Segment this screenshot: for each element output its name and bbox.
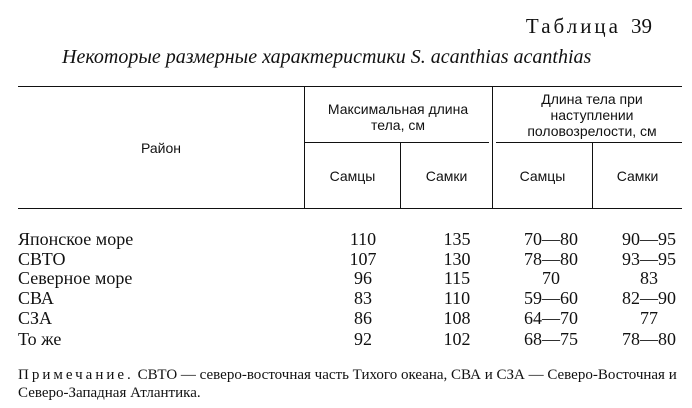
max-females-cell: 135 xyxy=(443,229,471,249)
max-females-cell: 130 xyxy=(443,249,471,269)
divider-region xyxy=(304,86,305,208)
region-cell: СВТО xyxy=(18,249,66,269)
header-maturity-length: Длина тела при наступлении половозрелости, см xyxy=(527,91,657,139)
mat-males-cell: 78—80 xyxy=(524,249,578,269)
mat-females-cell: 77 xyxy=(640,308,658,328)
max-males-cell: 83 xyxy=(354,288,372,308)
subheader-rule-max xyxy=(305,142,489,143)
max-females-cell: 108 xyxy=(443,308,471,328)
mat-females-cell: 93—95 xyxy=(622,249,676,269)
table-row xyxy=(18,249,678,269)
max-females-cell: 110 xyxy=(443,288,471,308)
header-mat-females: Самки xyxy=(616,168,659,184)
table-row xyxy=(18,268,678,288)
mat-males-cell: 68—75 xyxy=(524,329,578,349)
mat-males-cell: 70—80 xyxy=(524,229,578,249)
table-row xyxy=(18,329,678,349)
max-females-cell: 102 xyxy=(443,329,471,349)
region-cell: Японское море xyxy=(18,229,134,249)
mat-males-cell: 70 xyxy=(542,268,560,288)
divider-groups xyxy=(492,86,493,208)
footnote-label: Примечание. xyxy=(18,367,134,383)
table-label: Таблица xyxy=(525,14,621,38)
mat-males-cell: 64—70 xyxy=(524,308,578,328)
header-max-length: Максимальная длина тела, см xyxy=(327,101,469,133)
max-males-cell: 110 xyxy=(349,229,377,249)
page-number: 39 xyxy=(631,14,652,38)
table-number xyxy=(526,14,652,39)
mat-females-cell: 82—90 xyxy=(622,288,676,308)
max-males-cell: 92 xyxy=(354,329,372,349)
mat-females-cell: 83 xyxy=(640,268,658,288)
header-bottom-rule xyxy=(18,208,682,209)
footnote xyxy=(18,366,682,402)
header-max-females: Самки xyxy=(425,168,468,184)
max-males-cell: 96 xyxy=(354,268,372,288)
max-males-cell: 107 xyxy=(349,249,377,269)
table-top-rule xyxy=(18,86,682,87)
region-cell: СЗА xyxy=(18,308,53,328)
region-cell: Северное море xyxy=(18,268,133,288)
mat-males-cell: 59—60 xyxy=(524,288,578,308)
mat-females-cell: 78—80 xyxy=(622,329,676,349)
max-females-cell: 115 xyxy=(443,268,471,288)
region-cell: То же xyxy=(18,329,62,349)
table-row xyxy=(18,288,678,308)
max-males-cell: 86 xyxy=(354,308,372,328)
footnote-text: СВТО — северо-восточная часть Тихого океана, СВА и СЗА — Северо-Восточная и Северо-Западная Атлантика. xyxy=(18,367,677,401)
header-region: Район xyxy=(141,140,181,156)
table-row xyxy=(18,229,678,249)
header-mat-males: Самцы xyxy=(519,168,566,184)
table-row xyxy=(18,308,678,328)
region-cell: СВА xyxy=(18,288,54,308)
mat-females-cell: 90—95 xyxy=(622,229,676,249)
table-caption: Некоторые размерные характеристики S. acanthias acanthias xyxy=(62,46,592,68)
subheader-rule-maturity xyxy=(496,142,682,143)
header-max-males: Самцы xyxy=(329,168,376,184)
